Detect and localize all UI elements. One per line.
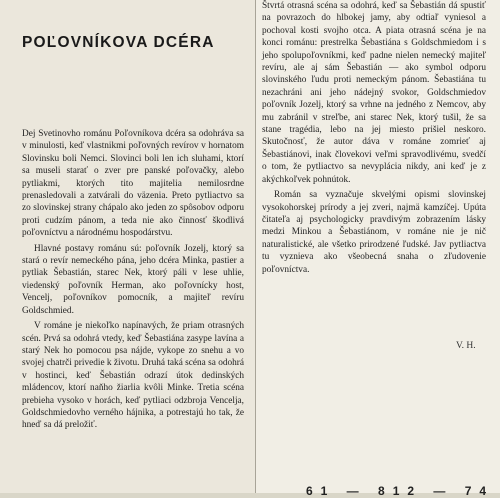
paragraph: Štvrtá otrasná scéna sa odohrá, keď sa Šebastián dá spustiť na povrazoch do hlbokej jamy, aby odtiaľ vyniesol a pochoval kosti svojho otca. A piata otrasná scéna je na konci románu: prestrelka Šebastiána s Goldschmiedom i s jeho spolupoľovníkmi, keď padne nielen nemecký majiteľ revíru, ale aj sám Šebastián — ako symbol odporu slovinského ľudu proti nemeckým pánom. Šebastiána tu nezachráni ani jeho nádejný svokor, Goldschmiedov poľovník Jozelj, ktorý sa vrhne na jedného z Nemcov, aby mu zabránil v streľbe, ani starec Nek, ktorý tušil, že sa stane tragédia, lebo na jej miesto prišiel neskoro. Skutočnosť, že autor dáva v románe zomrieť aj Šebastiánovi, inak človekovi veľmi spravodlivému, svedčí o tom, že pytliactvo sa nevyplácia nikdy, ani keď je z akýchkoľvek pohnútok.	[262, 1, 486, 185]
paragraph: Hlavné postavy románu sú: poľovník Jozelj, ktorý sa stará o revír nemeckého pána, jeho dcéra Minka, pastier a pytliak Šebastián, starec Nek, ktorý páli v lese uhlie, viedenský poľovník Herman, ako poľovnícky host, Vencelj, poľovníkov pomocník, a majiteľ revíru Goldschmied.	[22, 243, 244, 316]
paragraph: Román sa vyznačuje skvelými opismi slovinskej vysokohorskej prírody a jej zveri, najmä kamzíčej. Upúta čitateľa aj psychologicky pravdivým zobrazením lásky medzi Minkou a Šebastiánom, v románe nie je nič naturalistické, ale všetko prirodzené ľudské. Jav pytliactva tu vyznieva ako všeobecná snaha o zľudovenie poľovníctva.	[262, 190, 486, 275]
right-text-column	[262, 0, 486, 276]
catalog-number: 61 — 812 — 74	[306, 484, 495, 498]
page-title: POĽOVNÍKOVA DCÉRA	[22, 34, 215, 51]
author-signature: V. H.	[456, 341, 476, 351]
left-text-column	[22, 128, 244, 432]
paragraph: Dej Svetinovho románu Poľovníkova dcéra sa odohráva sa v minulosti, keď vlastnikmi poľovných revírov v hornatom Slovinsku boli Nemci. Slovinci boli len ich sluhami, ktorí sa museli starať o zver pre panské poľovačky, alebo pytliakmi, ktorých tito majitelia nemilosrdne prenasledovali a zatvárali do väzenia. Preto pytliactvo sa zo slovinskej strany chápalo ako jeden zo spôsobov odporu proti cudzím pánom, a teda nie ako činnosť škodlivá poľovníctvu a národnému hospodárstvu.	[22, 129, 244, 239]
paragraph: V románe je niekoľko napínavých, že priam otrasných scén. Prvá sa odohrá vtedy, keď Šebastiána zasype lavína a starý Nek ho pomocou psa nájde, vykope zo snehu a vo svojej chatrči privedie k životu. Druhá taká scéna sa odohrá v hostinci, keď Šebastián odrazí útok dedinských mládencov, ktorí naňho žiarlia kvôli Minke. Tretia scéna prebieha vysoko v horách, keď pytliaci odzbroja Vencelja, Goldschmiedovho verného hájnika, a potrestajú ho tak, že hneď sa dá preložiť.	[22, 321, 245, 431]
